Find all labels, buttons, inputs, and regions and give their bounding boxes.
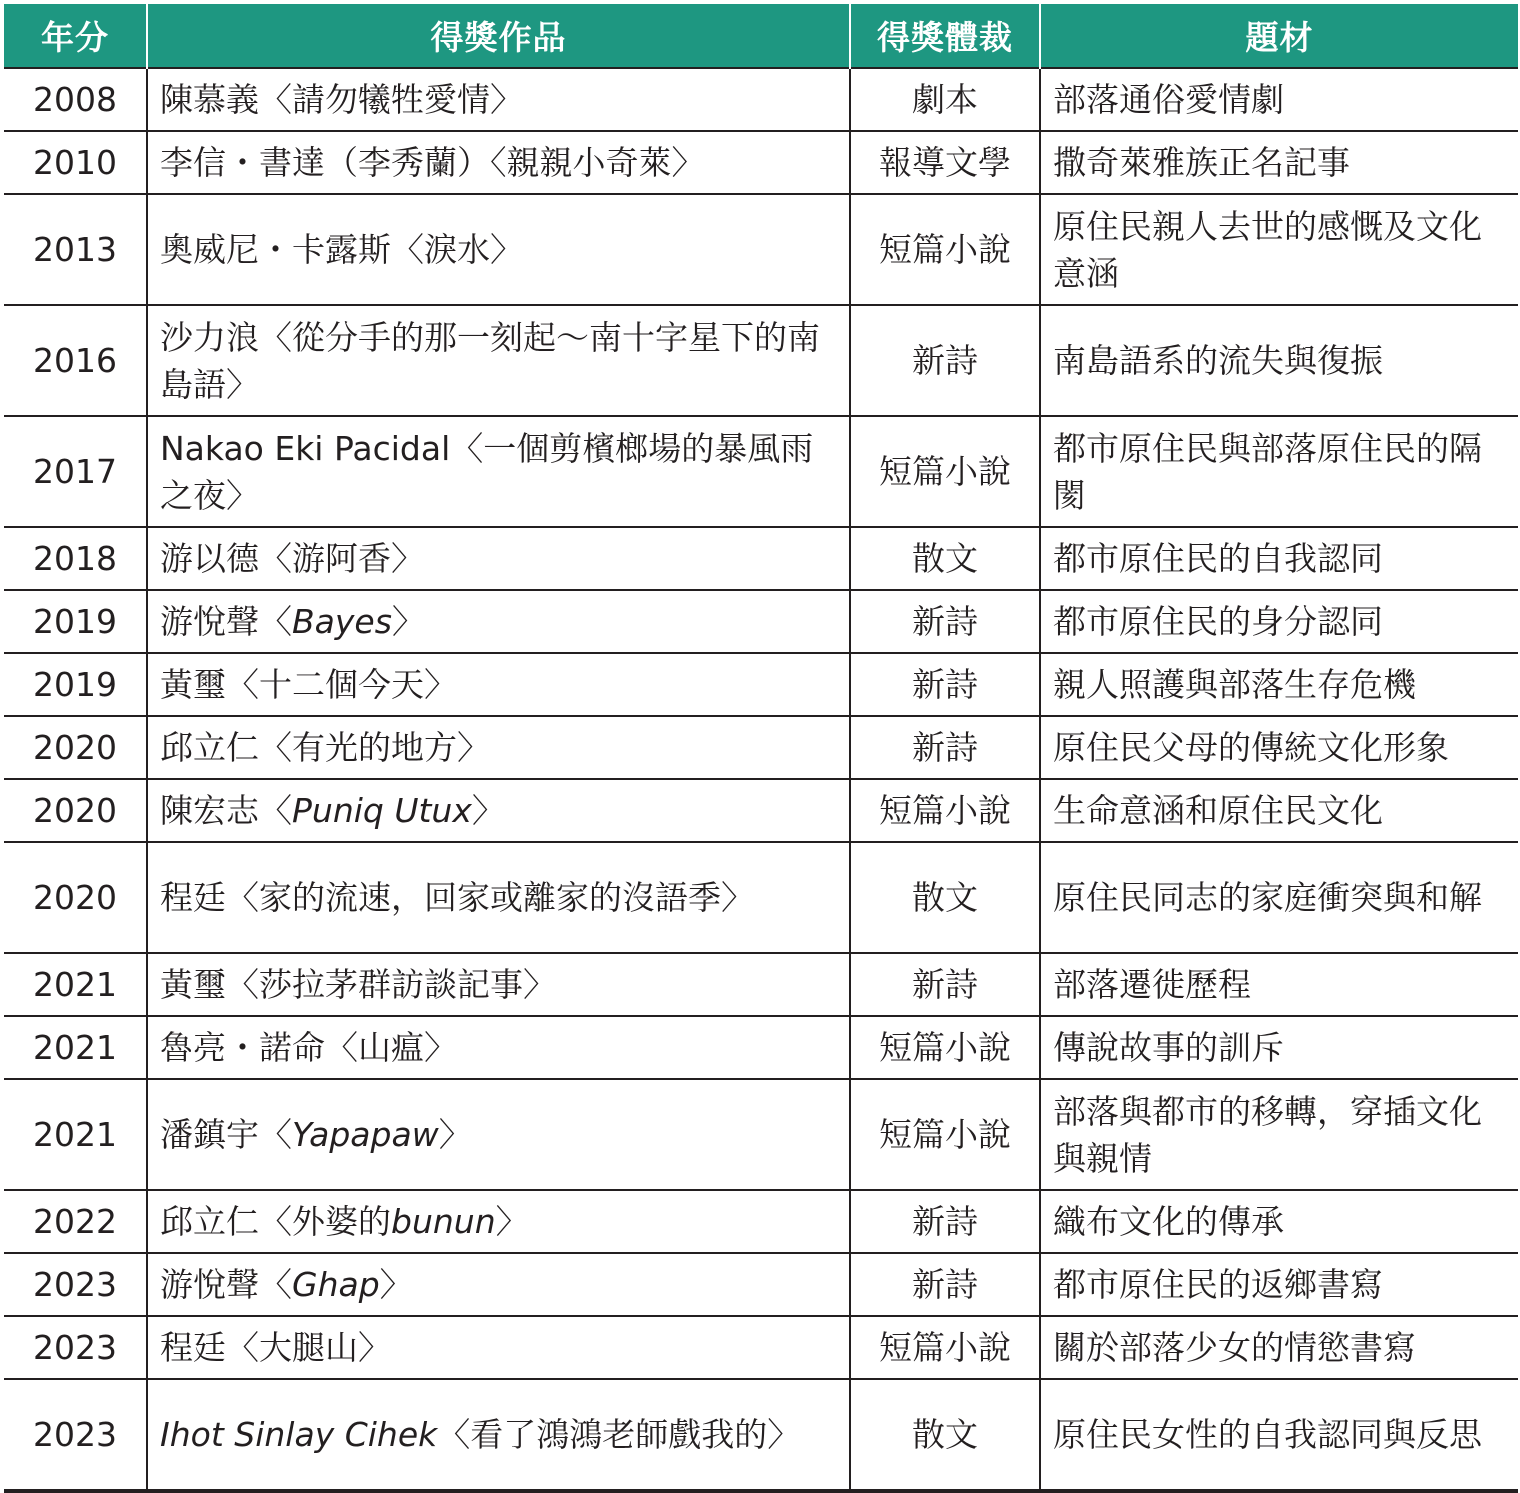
work-cell	[147, 1016, 850, 1079]
topic-cell: 部落遷徙歷程	[1040, 953, 1518, 1016]
awards-table	[4, 4, 1518, 1493]
topic-cell: 撒奇萊雅族正名記事	[1040, 131, 1518, 194]
genre-cell: 新詩	[850, 953, 1040, 1016]
genre-cell: 短篇小說	[850, 779, 1040, 842]
topic-cell: 南島語系的流失與復振	[1040, 305, 1518, 416]
topic-cell: 傳說故事的訓斥	[1040, 1016, 1518, 1079]
table-header	[4, 4, 1518, 68]
year-cell: 2016	[4, 305, 147, 416]
table-row	[4, 1379, 1518, 1491]
work-title-italic: Puniq Utux	[292, 791, 472, 830]
work-title-italic: bunun	[391, 1202, 496, 1241]
table-row	[4, 653, 1518, 716]
topic-cell: 部落與都市的移轉，穿插文化與親情	[1040, 1079, 1518, 1190]
header-year: 年分	[4, 4, 147, 68]
topic-cell: 原住民女性的自我認同與反思	[1040, 1379, 1518, 1491]
topic-cell: 織布文化的傳承	[1040, 1190, 1518, 1253]
work-cell	[147, 1079, 850, 1190]
header-genre: 得獎體裁	[850, 4, 1040, 68]
header-topic: 題材	[1040, 4, 1518, 68]
work-title-italic: Yapapaw	[292, 1115, 439, 1154]
year-cell: 2020	[4, 779, 147, 842]
genre-cell: 新詩	[850, 716, 1040, 779]
genre-cell: 劇本	[850, 68, 1040, 131]
work-title-text: 潘鎮宇〈	[160, 1115, 292, 1154]
table-row	[4, 1316, 1518, 1379]
work-title-text: 魯亮・諾命〈山瘟〉	[160, 1028, 457, 1067]
year-cell: 2021	[4, 1079, 147, 1190]
work-cell	[147, 131, 850, 194]
topic-cell: 原住民父母的傳統文化形象	[1040, 716, 1518, 779]
work-title-text: 黃璽〈莎拉茅群訪談記事〉	[160, 965, 556, 1004]
genre-cell: 短篇小說	[850, 416, 1040, 527]
work-title-text: 邱立仁〈有光的地方〉	[160, 728, 490, 767]
year-cell: 2019	[4, 590, 147, 653]
genre-cell: 短篇小說	[850, 1079, 1040, 1190]
table-row	[4, 68, 1518, 131]
work-title-text: 〉	[391, 602, 425, 641]
work-cell	[147, 68, 850, 131]
table-row	[4, 1253, 1518, 1316]
work-title-text: 〉	[438, 1115, 472, 1154]
year-cell: 2008	[4, 68, 147, 131]
genre-cell: 新詩	[850, 1253, 1040, 1316]
table-row	[4, 1190, 1518, 1253]
work-title-text: 游以德〈游阿香〉	[160, 539, 424, 578]
topic-cell: 原住民親人去世的感慨及文化意涵	[1040, 194, 1518, 305]
work-title-text: 程廷〈大腿山〉	[160, 1328, 391, 1367]
genre-cell: 散文	[850, 842, 1040, 953]
work-title-italic: Ihot Sinlay Cihek	[160, 1415, 438, 1454]
work-cell	[147, 842, 850, 953]
genre-cell: 短篇小說	[850, 194, 1040, 305]
table-row	[4, 1016, 1518, 1079]
header-work: 得獎作品	[147, 4, 850, 68]
work-cell	[147, 1316, 850, 1379]
table-row	[4, 590, 1518, 653]
table-row	[4, 131, 1518, 194]
work-title-italic: Bayes	[292, 602, 392, 641]
topic-cell: 部落通俗愛情劇	[1040, 68, 1518, 131]
work-cell	[147, 416, 850, 527]
work-cell	[147, 716, 850, 779]
work-title-text: 程廷〈家的流速，回家或離家的沒語季〉	[160, 878, 754, 917]
table-body	[4, 68, 1518, 1491]
work-title-text: 〉	[495, 1202, 529, 1241]
year-cell: 2018	[4, 527, 147, 590]
table-row	[4, 527, 1518, 590]
work-title-text: 奧威尼・卡露斯〈淚水〉	[160, 230, 523, 269]
topic-cell: 原住民同志的家庭衝突與和解	[1040, 842, 1518, 953]
topic-cell: 生命意涵和原住民文化	[1040, 779, 1518, 842]
header-row	[4, 4, 1518, 68]
year-cell: 2023	[4, 1379, 147, 1491]
work-title-text: 游悅聲〈	[160, 602, 292, 641]
year-cell: 2020	[4, 716, 147, 779]
work-title-italic: Ghap	[292, 1265, 380, 1304]
work-title-text: 〈看了鴻鴻老師戲我的〉	[437, 1415, 801, 1454]
year-cell: 2022	[4, 1190, 147, 1253]
year-cell: 2023	[4, 1316, 147, 1379]
table-row	[4, 416, 1518, 527]
table-row	[4, 1079, 1518, 1190]
topic-cell: 都市原住民的自我認同	[1040, 527, 1518, 590]
work-title-text: 陳宏志〈	[160, 791, 292, 830]
year-cell: 2020	[4, 842, 147, 953]
genre-cell: 報導文學	[850, 131, 1040, 194]
work-cell	[147, 1253, 850, 1316]
work-title-text: 沙力浪〈從分手的那一刻起～南十字星下的南島語〉	[160, 317, 820, 404]
year-cell: 2023	[4, 1253, 147, 1316]
year-cell: 2013	[4, 194, 147, 305]
work-title-text: Nakao Eki Pacidal〈一個剪檳榔場的暴風雨之夜〉	[160, 428, 814, 515]
work-title-text: 游悅聲〈	[160, 1265, 292, 1304]
work-title-text: 陳慕義〈請勿犧牲愛情〉	[160, 80, 523, 119]
year-cell: 2010	[4, 131, 147, 194]
table-row	[4, 194, 1518, 305]
work-title-text: 黃璽〈十二個今天〉	[160, 665, 457, 704]
genre-cell: 短篇小說	[850, 1316, 1040, 1379]
table-row	[4, 716, 1518, 779]
topic-cell: 都市原住民的返鄉書寫	[1040, 1253, 1518, 1316]
topic-cell: 親人照護與部落生存危機	[1040, 653, 1518, 716]
year-cell: 2021	[4, 1016, 147, 1079]
work-cell	[147, 527, 850, 590]
topic-cell: 關於部落少女的情慾書寫	[1040, 1316, 1518, 1379]
work-title-text: 〉	[379, 1265, 413, 1304]
table-row	[4, 953, 1518, 1016]
year-cell: 2019	[4, 653, 147, 716]
work-cell	[147, 305, 850, 416]
table-row	[4, 842, 1518, 953]
work-cell	[147, 953, 850, 1016]
genre-cell: 新詩	[850, 653, 1040, 716]
topic-cell: 都市原住民與部落原住民的隔閡	[1040, 416, 1518, 527]
topic-cell: 都市原住民的身分認同	[1040, 590, 1518, 653]
work-cell	[147, 1379, 850, 1491]
genre-cell: 新詩	[850, 305, 1040, 416]
work-cell	[147, 194, 850, 305]
year-cell: 2017	[4, 416, 147, 527]
work-cell	[147, 653, 850, 716]
work-cell	[147, 779, 850, 842]
genre-cell: 散文	[850, 527, 1040, 590]
genre-cell: 新詩	[850, 590, 1040, 653]
work-title-text: 李信・書達（李秀蘭）〈親親小奇萊〉	[160, 143, 705, 182]
genre-cell: 散文	[850, 1379, 1040, 1491]
year-cell: 2021	[4, 953, 147, 1016]
table-row	[4, 779, 1518, 842]
genre-cell: 短篇小說	[850, 1016, 1040, 1079]
work-title-text: 〉	[471, 791, 505, 830]
table-row	[4, 305, 1518, 416]
genre-cell: 新詩	[850, 1190, 1040, 1253]
work-cell	[147, 1190, 850, 1253]
work-title-text: 邱立仁〈外婆的	[160, 1202, 391, 1241]
work-cell	[147, 590, 850, 653]
